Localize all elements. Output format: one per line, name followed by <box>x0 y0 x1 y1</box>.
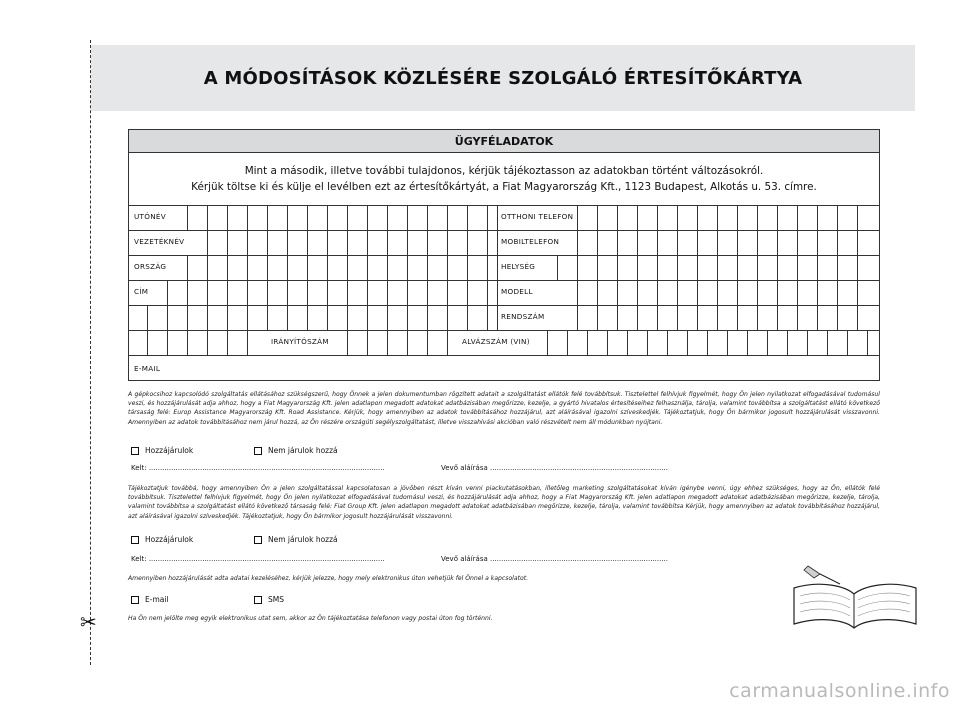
cell-divider <box>487 306 488 330</box>
consent-paragraph-1: A gépkocsihoz kapcsolódó szolgáltatás ellátásához szükségszerű, hogy Önnek a jelen dokumentumban rögzített adatait a szolgáltatást ellátók felé továbbítsuk. Tisztelettel felhívjuk figyelmét, hogy Ön jelen nyilatkozat elfogadásával tudomásul veszi, és hozzájárulását adja ahhoz, hogy a Fiat Magyarország Kft. jelen adatlapon megadott adatokat adatbázisában megőrizze, kezelje, a gyártó hivatalos értesítéseihez felhasználja, tárolja, valamint továbbítsa a szolgáltatást ellátó következő társaság felé: Europ Assistance Magyarország Kft. Road Assistance. Kérjük, hogy amennyiben az adatok továbbításához hozzájárul, azt aláírásával igazolni szíveskedjék. Tájékoztatjuk, hogy Ön bármikor jogosult hozzájárulását visszavonni. Amennyiben az adatok továbbításához nem járul hozzá, az Ön részére országúti segélyszolgáltatást, illetve visszahívási akcióban való részvételt nem áll módunkban nyújtani. <box>128 391 880 426</box>
consent2-decline-option[interactable] <box>254 535 338 544</box>
page-title: A MÓDOSÍTÁSOK KÖZLÉSÉRE SZOLGÁLÓ ÉRTESÍTŐKÁRTYA <box>203 67 803 89</box>
consent1-decline-option[interactable] <box>254 446 338 455</box>
consent2-accept-label: Hozzájárulok <box>145 535 194 544</box>
row-country-city <box>129 256 879 281</box>
cell-divider <box>497 256 498 280</box>
row-lastname-mobile <box>129 231 879 256</box>
cell-divider <box>247 331 248 355</box>
consent1-accept-label: Hozzájárulok <box>145 446 194 455</box>
home-phone-field[interactable] <box>577 206 879 230</box>
contact-sms-option[interactable] <box>254 595 284 604</box>
plate-field[interactable] <box>577 306 879 330</box>
cell-divider <box>347 331 348 355</box>
country-field[interactable] <box>187 256 487 280</box>
intro-line-1: Mint a második, illetve további tulajdonos, kérjük tájékoztasson az adatokban történt változásokról. <box>244 165 764 177</box>
cell-divider <box>427 331 428 355</box>
contact-email-option[interactable] <box>131 595 169 604</box>
vin-label: ALVÁZSZÁM (VIN) <box>462 337 530 346</box>
checkbox-icon[interactable] <box>131 596 139 604</box>
address-line2-field[interactable] <box>129 306 487 330</box>
scissors-icon: ✂ <box>80 610 97 634</box>
row-address2-plate <box>129 306 879 331</box>
date-field-2[interactable]: Kelt: .......................................................................................................... <box>131 555 385 563</box>
row-zip-vin <box>129 331 879 356</box>
intro-line-2: Kérjük töltse ki és külje el levélben ezt az értesítőkártyát, a Fiat Magyarország Kft., 1123 Budapest, Alkotás u. 53. címre. <box>191 181 817 193</box>
buyer-signature-1[interactable]: Vevő aláírása ................................................................................ <box>441 464 669 472</box>
checkbox-icon[interactable] <box>254 447 262 455</box>
cell-divider <box>407 331 408 355</box>
mobile-field[interactable] <box>577 231 879 255</box>
lastname-field[interactable] <box>207 231 487 255</box>
country-label: ORSZÁG <box>134 262 167 271</box>
contact-paragraph: Amennyiben hozzájárulását adta adatai kezeléséhez, kérjük jelezze, hogy mely elektronikus úton vehetjük fel Önnel a kapcsolatot. <box>128 575 529 582</box>
email-label: E-MAIL <box>134 364 161 373</box>
zip-label: IRÁNYÍTÓSZÁM <box>271 337 329 346</box>
cut-line <box>90 40 91 665</box>
email-field[interactable] <box>169 356 879 382</box>
cell-divider <box>487 231 488 255</box>
form-header: ÜGYFÉLADATOK <box>129 130 879 153</box>
city-label: HELYSÉG <box>501 262 536 271</box>
checkbox-icon[interactable] <box>131 536 139 544</box>
cell-divider <box>447 331 448 355</box>
consent1-accept-option[interactable] <box>131 446 193 455</box>
city-field[interactable] <box>557 256 879 280</box>
cell-divider <box>387 331 388 355</box>
cell-divider <box>497 231 498 255</box>
watermark: carmanualsonline.info <box>729 680 950 702</box>
cell-divider <box>497 281 498 305</box>
cell-divider <box>487 281 488 305</box>
consent1-decline-label: Nem járulok hozzá <box>268 446 338 455</box>
checkbox-icon[interactable] <box>254 536 262 544</box>
consent-paragraph-2: Tájékoztatjuk továbbá, hogy amennyiben Ön a jelen szolgáltatással kapcsolatosan a jövőben részt kíván venni piackutatásokban, illetőleg marketing szolgáltatásokat kíván igénybe venni, úgy ehhez szükséges, hogy az Ön, ellátók felé továbbítsuk. Tisztelettel felhívjuk figyelmét, hogy Ön jelen nyilatkozat elfogadásával tudomásul veszi, és hozzájárulását adja ahhoz, hogy a Fiat Magyarország Kft. jelen adatlapon megadott adatokat adatbázisában megőrizze, kezelje, tárolja, valamint továbbítsa a szolgáltatást ellátó következő társaság felé: Fiat Group Kft. jelen adatlapon megadott adatokat adatbázisában megőrizze, kezelje, tárolja, valamint továbbítsa Kérjük, hogy amennyiben az adatok továbbításához hozzájárul, azt aláírásával igazolni szíveskedjék. Tájékoztatjuk, hogy Ön bármikor jogosult hozzájárulását visszavonni. <box>128 485 880 520</box>
row-address-model <box>129 281 879 306</box>
firstname-label: UTÓNÉV <box>134 212 166 221</box>
contact-sms-label: SMS <box>268 595 284 604</box>
title-band <box>91 45 915 111</box>
open-book-icon <box>790 560 920 630</box>
date-field-1[interactable]: Kelt: .......................................................................................................... <box>131 464 385 472</box>
consent2-decline-label: Nem járulok hozzá <box>268 535 338 544</box>
cell-divider <box>487 206 488 230</box>
zip-field[interactable] <box>129 331 247 355</box>
model-label: MODELL <box>501 287 533 296</box>
cell-divider <box>487 256 488 280</box>
row-firstname-homephone <box>129 206 879 231</box>
mobile-label: MOBILTELEFON <box>501 237 560 246</box>
cell-divider <box>497 306 498 330</box>
row-email <box>129 356 879 382</box>
lastname-label: VEZETÉKNÉV <box>134 237 185 246</box>
fallback-contact-paragraph: Ha Ön nem jelölte meg egyik elektronikus utat sem, akkor az Ön tájékoztatása telefonon vagy postai úton fog történni. <box>128 615 493 622</box>
cell-divider <box>367 331 368 355</box>
customer-data-form <box>128 129 880 381</box>
vin-field[interactable] <box>547 331 879 355</box>
cell-divider <box>497 206 498 230</box>
consent2-accept-option[interactable] <box>131 535 193 544</box>
home-phone-label: OTTHONI TELEFON <box>501 212 574 221</box>
form-intro <box>129 153 879 206</box>
firstname-field[interactable] <box>187 206 487 230</box>
buyer-signature-2[interactable]: Vevő aláírása ................................................................................ <box>441 555 669 563</box>
plate-label: RENDSZÁM <box>501 312 545 321</box>
contact-email-label: E-mail <box>145 595 169 604</box>
checkbox-icon[interactable] <box>254 596 262 604</box>
address-label: CÍM <box>134 287 149 296</box>
checkbox-icon[interactable] <box>131 447 139 455</box>
model-field[interactable] <box>577 281 879 305</box>
address-field[interactable] <box>167 281 487 305</box>
